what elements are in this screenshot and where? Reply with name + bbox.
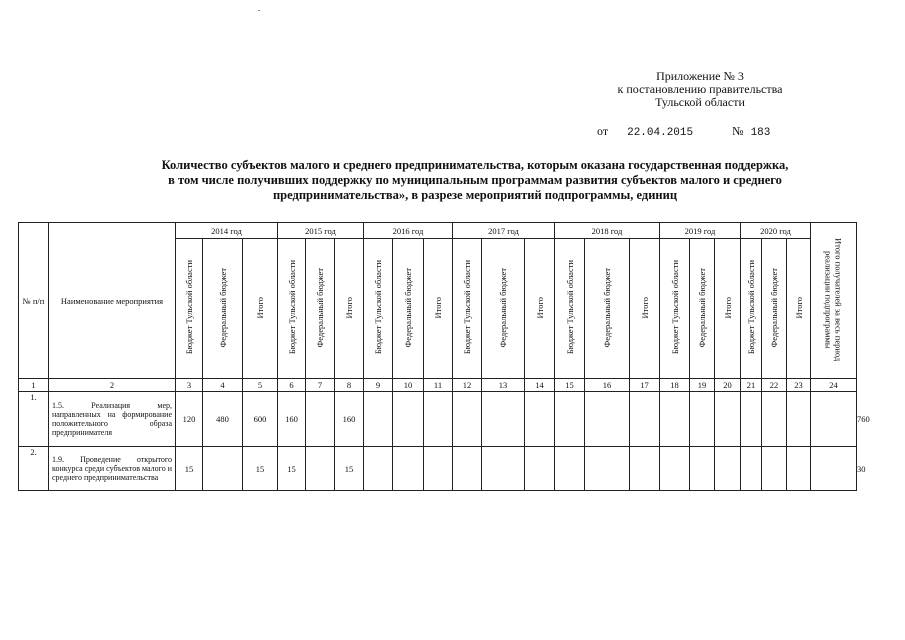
column-number: 22 — [762, 379, 787, 392]
column-number: 16 — [585, 379, 630, 392]
header-year-2016: 2016 год — [364, 223, 453, 239]
table-row: 2. 1.9. Проведение открытого конкурса среди субъектов малого и среднего предпринимательства 15 15 15 15 30 — [19, 447, 857, 491]
cell: 120 — [176, 392, 203, 447]
cell — [555, 447, 585, 491]
annex-line-1: Приложение № 3 — [656, 69, 744, 83]
column-number: 24 — [811, 379, 857, 392]
subheader-federal: Федеральный бюджет — [306, 239, 335, 379]
row-name: 1.5. Реализация мер, направленных на формирование положительного образа предпринимателя — [49, 392, 176, 447]
cell — [364, 392, 393, 447]
header-year-2015: 2015 год — [278, 223, 364, 239]
cell — [585, 447, 630, 491]
cell: 15 — [278, 447, 306, 491]
column-number: 15 — [555, 379, 585, 392]
subheader-total: Итого — [630, 239, 660, 379]
cell — [364, 447, 393, 491]
support-table — [18, 222, 870, 491]
subheader-regional: Бюджет Тульской области — [453, 239, 482, 379]
cell — [660, 447, 690, 491]
cell: 15 — [243, 447, 278, 491]
subheader-regional: Бюджет Тульской области — [741, 239, 762, 379]
cell — [306, 447, 335, 491]
document-title — [95, 158, 855, 203]
resolution-number: 183 — [750, 127, 771, 139]
column-number: 8 — [335, 379, 364, 392]
subheader-federal: Федеральный бюджет — [482, 239, 525, 379]
cell — [630, 392, 660, 447]
column-number: 13 — [482, 379, 525, 392]
row-name: 1.9. Проведение открытого конкурса среди субъектов малого и среднего предпринимательства — [49, 447, 176, 491]
cell — [741, 447, 762, 491]
cell: 15 — [176, 447, 203, 491]
cell — [424, 392, 453, 447]
subheader-federal: Федеральный бюджет — [690, 239, 715, 379]
subheader-regional: Бюджет Тульской области — [555, 239, 585, 379]
cell — [482, 392, 525, 447]
cell — [482, 447, 525, 491]
subheader-regional: Бюджет Тульской области — [176, 239, 203, 379]
cell — [453, 392, 482, 447]
row-number: 1. — [19, 392, 49, 447]
header-year-2014: 2014 год — [176, 223, 278, 239]
column-number: 23 — [787, 379, 811, 392]
cell — [762, 447, 787, 491]
scan-speck — [258, 10, 260, 11]
cell — [787, 447, 811, 491]
cell — [660, 392, 690, 447]
cell — [453, 447, 482, 491]
title-line-3: предпринимательства», в разрезе мероприятий подпрограммы, единиц — [272, 188, 678, 202]
annex-line-2: к постановлению правительства — [617, 82, 783, 96]
table-row: 1. 1.5. Реализация мер, направленных на формирование положительного образа предпринимателя 120 480 600 160 160 760 — [19, 392, 857, 447]
subheader-regional: Бюджет Тульской области — [278, 239, 306, 379]
column-number: 18 — [660, 379, 690, 392]
cell — [811, 392, 857, 447]
cell — [787, 392, 811, 447]
number-sign: № — [732, 124, 744, 138]
header-period-total-label: Итого получателей за весь период реализации подпрограммы — [823, 237, 844, 362]
column-number: 12 — [453, 379, 482, 392]
cell — [630, 447, 660, 491]
column-number: 2 — [49, 379, 176, 392]
subheader-regional: Бюджет Тульской области — [660, 239, 690, 379]
column-number: 4 — [203, 379, 243, 392]
subheader-total: Итого — [787, 239, 811, 379]
column-number: 7 — [306, 379, 335, 392]
subheader-federal: Федеральный бюджет — [585, 239, 630, 379]
cell — [690, 447, 715, 491]
cell: 15 — [335, 447, 364, 491]
column-number: 14 — [525, 379, 555, 392]
date-prefix: от — [597, 124, 609, 138]
column-number: 3 — [176, 379, 203, 392]
header-year-2020: 2020 год — [741, 223, 811, 239]
row-number: 2. — [19, 447, 49, 491]
cell — [762, 392, 787, 447]
annex-line-3: Тульской области — [655, 95, 745, 109]
cell — [811, 447, 857, 491]
column-number: 9 — [364, 379, 393, 392]
column-number: 6 — [278, 379, 306, 392]
subheader-federal: Федеральный бюджет — [203, 239, 243, 379]
cell — [690, 392, 715, 447]
resolution-date: 22.04.2015 — [627, 127, 694, 139]
subheader-total: Итого — [335, 239, 364, 379]
subheader-total: Итого — [243, 239, 278, 379]
annex-header — [600, 70, 800, 109]
subheader-federal: Федеральный бюджет — [762, 239, 787, 379]
cell — [525, 447, 555, 491]
column-number: 20 — [715, 379, 741, 392]
cell — [306, 392, 335, 447]
column-number: 1 — [19, 379, 49, 392]
header-year-2019: 2019 год — [660, 223, 741, 239]
cell — [393, 392, 424, 447]
cell: 160 — [278, 392, 306, 447]
header-year-2018: 2018 год — [555, 223, 660, 239]
cell — [424, 447, 453, 491]
cell: 600 — [243, 392, 278, 447]
cell — [203, 447, 243, 491]
title-line-1: Количество субъектов малого и среднего предпринимательства, которым оказана государственная поддержка, — [161, 158, 789, 172]
column-number: 10 — [393, 379, 424, 392]
subheader-federal: Федеральный бюджет — [393, 239, 424, 379]
subheader-total: Итого — [715, 239, 741, 379]
column-number: 19 — [690, 379, 715, 392]
resolution-date-line — [597, 124, 770, 139]
cell: 160 — [335, 392, 364, 447]
cell — [525, 392, 555, 447]
cell — [555, 392, 585, 447]
cell — [393, 447, 424, 491]
subheader-total: Итого — [424, 239, 453, 379]
column-number: 17 — [630, 379, 660, 392]
column-number: 21 — [741, 379, 762, 392]
cell — [585, 392, 630, 447]
header-period-total — [811, 223, 857, 379]
column-number: 5 — [243, 379, 278, 392]
cell — [715, 392, 741, 447]
header-year-2017: 2017 год — [453, 223, 555, 239]
title-line-2: в том числе получивших поддержку по муниципальным программам развития субъектов малого и среднего — [168, 173, 782, 187]
header-name: Наименование мероприятия — [49, 223, 176, 379]
subheader-total: Итого — [525, 239, 555, 379]
cell: 480 — [203, 392, 243, 447]
subheader-regional: Бюджет Тульской области — [364, 239, 393, 379]
column-number: 11 — [424, 379, 453, 392]
header-no: № п/п — [19, 223, 49, 379]
cell — [715, 447, 741, 491]
column-number-row — [19, 379, 857, 392]
cell — [741, 392, 762, 447]
